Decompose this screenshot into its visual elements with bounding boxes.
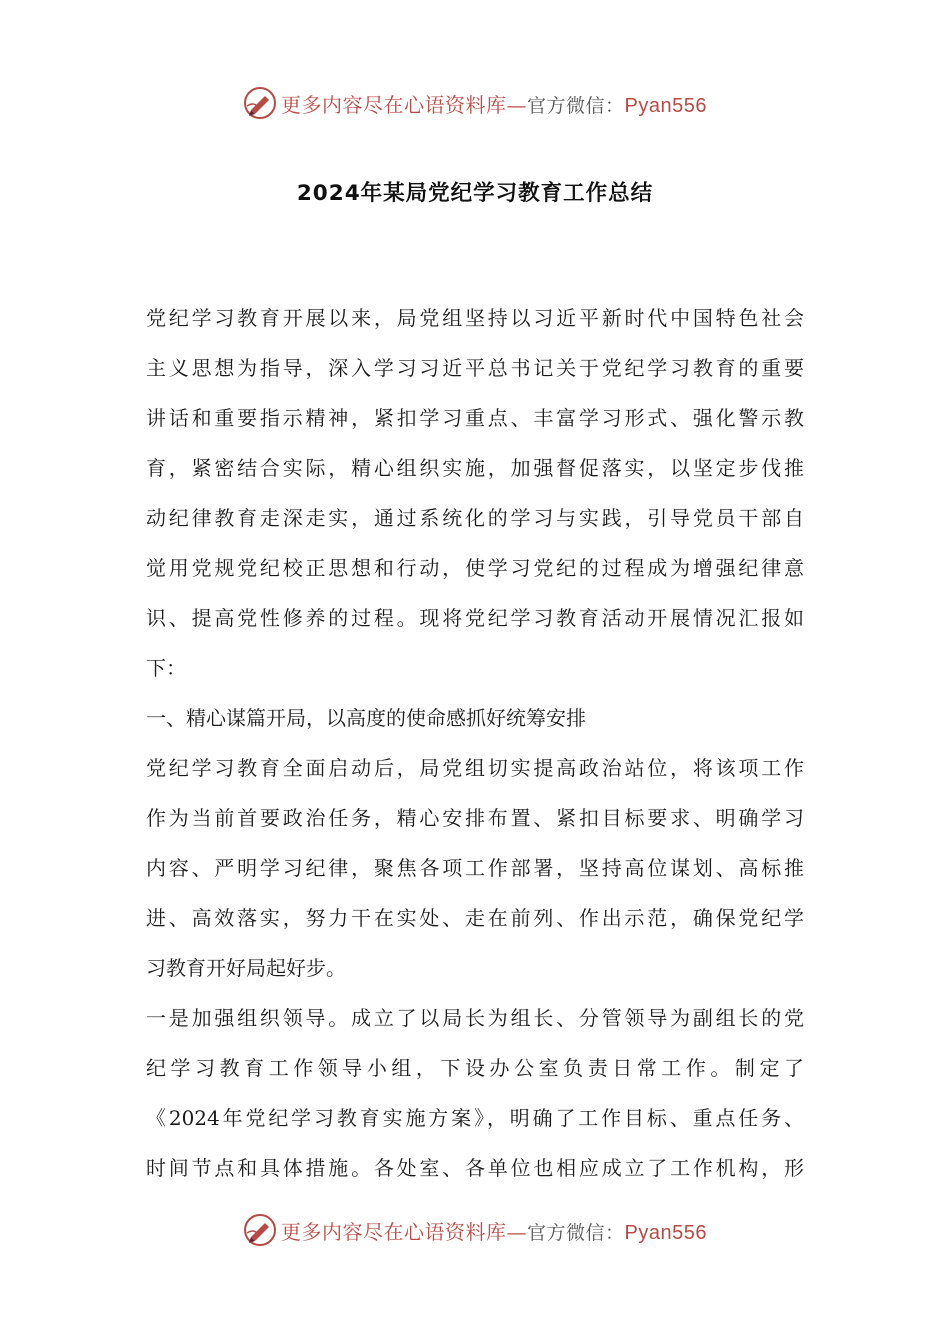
document-title: 2024年某局党纪学习教育工作总结	[296, 181, 654, 206]
section-heading: 一、精心谋篇开局，以高度的使命感抓好统筹安排	[146, 706, 586, 730]
watermark-wechat-label: 官方微信：	[527, 94, 625, 117]
watermark-brand: 更多内容尽在心语资料库—	[281, 1219, 527, 1244]
body-line: 党纪学习教育开展以来，局党组坚持以习近平新时代中国特色社会	[146, 306, 804, 330]
document-body	[146, 297, 804, 1197]
watermark-text	[281, 89, 707, 118]
body-line: 纪学习教育工作领导小组，下设办公室负责日常工作。制定了	[146, 1056, 804, 1080]
watermark-wechat-label: 官方微信：	[527, 1221, 625, 1244]
body-line: 讲话和重要指示精神，紧扣学习重点、丰富学习形式、强化警示教	[146, 406, 804, 430]
pen-logo-icon	[243, 86, 277, 120]
watermark-brand: 更多内容尽在心语资料库—	[281, 92, 527, 117]
body-line: 育，紧密结合实际，精心组织实施，加强督促落实，以坚定步伐推	[146, 456, 804, 480]
body-line: 进、高效落实，努力干在实处、走在前列、作出示范，确保党纪学	[146, 906, 804, 930]
body-line: 习教育开好局起好步。	[146, 956, 346, 980]
watermark-wechat-id: Pyan556	[624, 94, 707, 117]
body-line: 时间节点和具体措施。各处室、各单位也相应成立了工作机构，形	[146, 1156, 804, 1180]
body-line: 作为当前首要政治任务，精心安排布置、紧扣目标要求、明确学习	[146, 806, 804, 830]
body-line: 下：	[146, 656, 186, 680]
body-line: 动纪律教育走深走实，通过系统化的学习与实践，引导党员干部自	[146, 506, 804, 530]
body-line: 《2024年党纪学习教育实施方案》，明确了工作目标、重点任务、	[146, 1106, 804, 1130]
footer-watermark	[0, 1210, 950, 1250]
body-line: 内容、严明学习纪律，聚焦各项工作部署，坚持高位谋划、高标推	[146, 856, 804, 880]
pen-logo-icon	[243, 1213, 277, 1247]
header-watermark	[0, 83, 950, 123]
watermark-wechat-id: Pyan556	[624, 1221, 707, 1244]
watermark-text	[281, 1216, 707, 1245]
body-line: 觉用党规党纪校正思想和行动，使学习党纪的过程成为增强纪律意	[146, 556, 804, 580]
body-line: 一是加强组织领导。成立了以局长为组长、分管领导为副组长的党	[146, 1006, 804, 1030]
body-line: 主义思想为指导，深入学习习近平总书记关于党纪学习教育的重要	[146, 356, 804, 380]
body-line: 党纪学习教育全面启动后，局党组切实提高政治站位，将该项工作	[146, 756, 804, 780]
body-line: 识、提高党性修养的过程。现将党纪学习教育活动开展情况汇报如	[146, 606, 804, 630]
